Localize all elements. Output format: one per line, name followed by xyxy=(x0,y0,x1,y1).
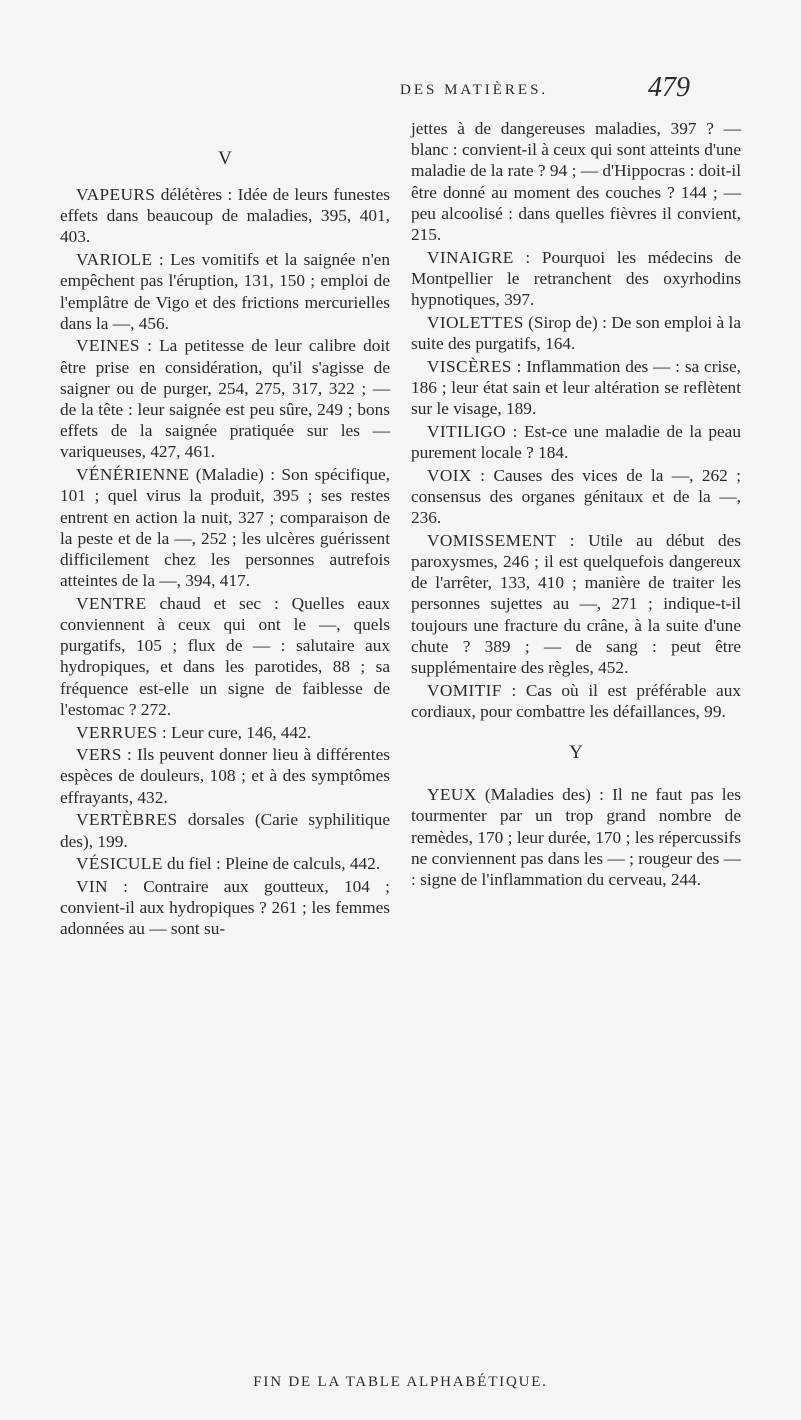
index-entry-vin xyxy=(60,876,390,940)
entry-text: : Leur cure, 146, 442. xyxy=(157,722,312,742)
section-letter-v: V xyxy=(218,148,232,169)
index-entry-verrues xyxy=(60,722,390,743)
entry-head: VERS xyxy=(76,745,122,765)
entry-head: VARIOLE xyxy=(76,250,153,270)
index-entry-venerienne xyxy=(60,464,390,591)
right-column xyxy=(411,118,741,892)
index-entry-vapeurs xyxy=(60,184,390,248)
end-of-index-footer: FIN DE LA TABLE ALPHABÉTIQUE. xyxy=(253,1374,548,1390)
entry-text: dorsales (Carie syphilitique des), 199. xyxy=(60,810,390,851)
entry-head: VISCÈRES xyxy=(427,356,512,376)
entry-text: : Pourquoi les médecins de Montpellier le retranchent des oxyrhodins hypnotiques, 397. xyxy=(411,247,741,310)
entry-head: VÉNÉRIENNE xyxy=(76,465,190,485)
entry-head: VERTÈBRES xyxy=(76,810,178,830)
entry-text: jettes à de dangereuses maladies, 397 ? — blanc : convient-il à ceux qui sont atteints d'une maladie de la rate ? 94 ; — d'Hippocras : doit-il être donné au moment des couches ? 144 ; — peu alcoolisé : dans quelles fièvres il convient, 215. xyxy=(411,119,741,245)
entry-text: : Ils peuvent donner lieu à différentes espèces de douleurs, 108 ; et à des symptômes effrayants, 432. xyxy=(60,745,390,807)
entry-head: VINAIGRE xyxy=(427,247,514,267)
entry-head: VÉSICULE xyxy=(76,854,163,874)
index-entry-voix xyxy=(411,465,741,529)
entry-text: du fiel : Pleine de calculs, 442. xyxy=(162,854,381,874)
entry-head: YEUX xyxy=(427,785,477,805)
entry-text: : Causes des vices de la —, 262 ; consensus des organes génitaux et de la —, 236. xyxy=(411,465,741,528)
index-entry-veines xyxy=(60,335,390,462)
page-header xyxy=(0,72,801,116)
entry-text: (Sirop de) : De son emploi à la suite des purgatifs, 164. xyxy=(411,312,741,354)
entry-head: VOMITIF xyxy=(427,680,502,700)
entry-text: : Cas où il est préférable aux cordiaux, pour combattre les défaillances, 99. xyxy=(411,680,741,721)
entry-head: VERRUES xyxy=(76,722,158,742)
left-column xyxy=(60,118,390,941)
index-entry-vin-continued xyxy=(411,118,741,245)
running-title: DES MATIÈRES. xyxy=(400,82,549,98)
entry-text: : Est-ce une maladie de la peau purement locale ? 184. xyxy=(411,421,741,463)
entry-text: : Utile au début des paroxysmes, 246 ; il est quelquefois dangereux de l'arrêter, 133, 410 ; manière de traiter les personnes sujettes au —, 271 ; indique-t-il toujours une fracture du crâne, à la suite d'une chute ? 389 ; — de sang : peut être supplémentaire des règles, 452. xyxy=(411,530,741,678)
entry-text: (Maladie) : Son spécifique, 101 ; quel virus la produit, 395 ; ses restes entrent en action la nuit, 327 ; comparaison de la peste et de la —, 252 ; les ulcères guérissent difficilement chez les personnes autrefois atteintes de la —, 394, 417. xyxy=(60,465,390,591)
section-letter-y: Y xyxy=(569,742,583,764)
index-entry-vertebres xyxy=(60,809,390,851)
index-entry-visceres xyxy=(411,356,741,420)
entry-text: : Les vomitifs et la saignée n'en empêchent pas l'éruption, 131, 150 ; emploi de l'emplâtre de Vigo et des frictions mercurielles dans la —, 456. xyxy=(60,250,390,333)
entry-text: : Contraire aux goutteux, 104 ; convient-il aux hydropiques ? 261 ; les femmes adonnées au — sont su- xyxy=(60,877,390,939)
entry-text: (Maladies des) : Il ne faut pas les tourmenter par un trop grand nombre de remèdes, 170 ; leur durée, 170 ; les répercussifs ne conviennent pas dans les — ; rougeur des — : signe de l'inflammation du cerveau, 244. xyxy=(411,785,741,889)
index-entry-vinaigre xyxy=(411,247,741,311)
entry-head: VENTRE xyxy=(76,593,147,613)
entry-text: : La petitesse de leur calibre doit être prise en considération, qu'il s'agisse de saigner ou de purger, 254, 275, 317, 322 ; — de la tête : leur saignée est peu sûre, 249 ; bons effets de la saignée pratiquée sur les — variqueuses, 427, 461. xyxy=(60,336,390,462)
index-entry-violettes xyxy=(411,312,741,354)
page-number: 479 xyxy=(648,72,690,103)
index-entry-vomissement xyxy=(411,530,741,678)
entry-head: VAPEURS xyxy=(76,185,156,204)
index-entry-vitiligo xyxy=(411,421,741,463)
entry-head: VOIX xyxy=(427,465,472,485)
entry-text: délétères : Idée de leurs funestes effets dans beaucoup de maladies, 395, 401, 403. xyxy=(60,185,390,247)
entry-head: VITILIGO xyxy=(427,421,507,441)
index-entry-vomitif xyxy=(411,680,741,722)
index-entry-vesicule xyxy=(60,853,390,874)
entry-text: : Inflammation des — : sa crise, 186 ; leur état sain et leur altération se reflètent sur le visage, 189. xyxy=(411,356,741,419)
index-entry-vers xyxy=(60,744,390,808)
entry-text: chaud et sec : Quelles eaux conviennent à ceux qui ont le —, quels purgatifs, 105 ; flux de — : salutaire aux hydropiques, et dans les parotides, 88 ; sa fréquence est-elle un signe de faiblesse de l'estomac ? 272. xyxy=(60,593,390,719)
index-entry-yeux xyxy=(411,784,741,890)
entry-head: VIN xyxy=(76,877,108,896)
index-entry-variole xyxy=(60,249,390,334)
entry-head: VIOLETTES xyxy=(427,312,524,332)
entry-head: VEINES xyxy=(76,336,140,356)
index-entry-ventre xyxy=(60,593,390,720)
entry-head: VOMISSEMENT xyxy=(427,530,557,550)
